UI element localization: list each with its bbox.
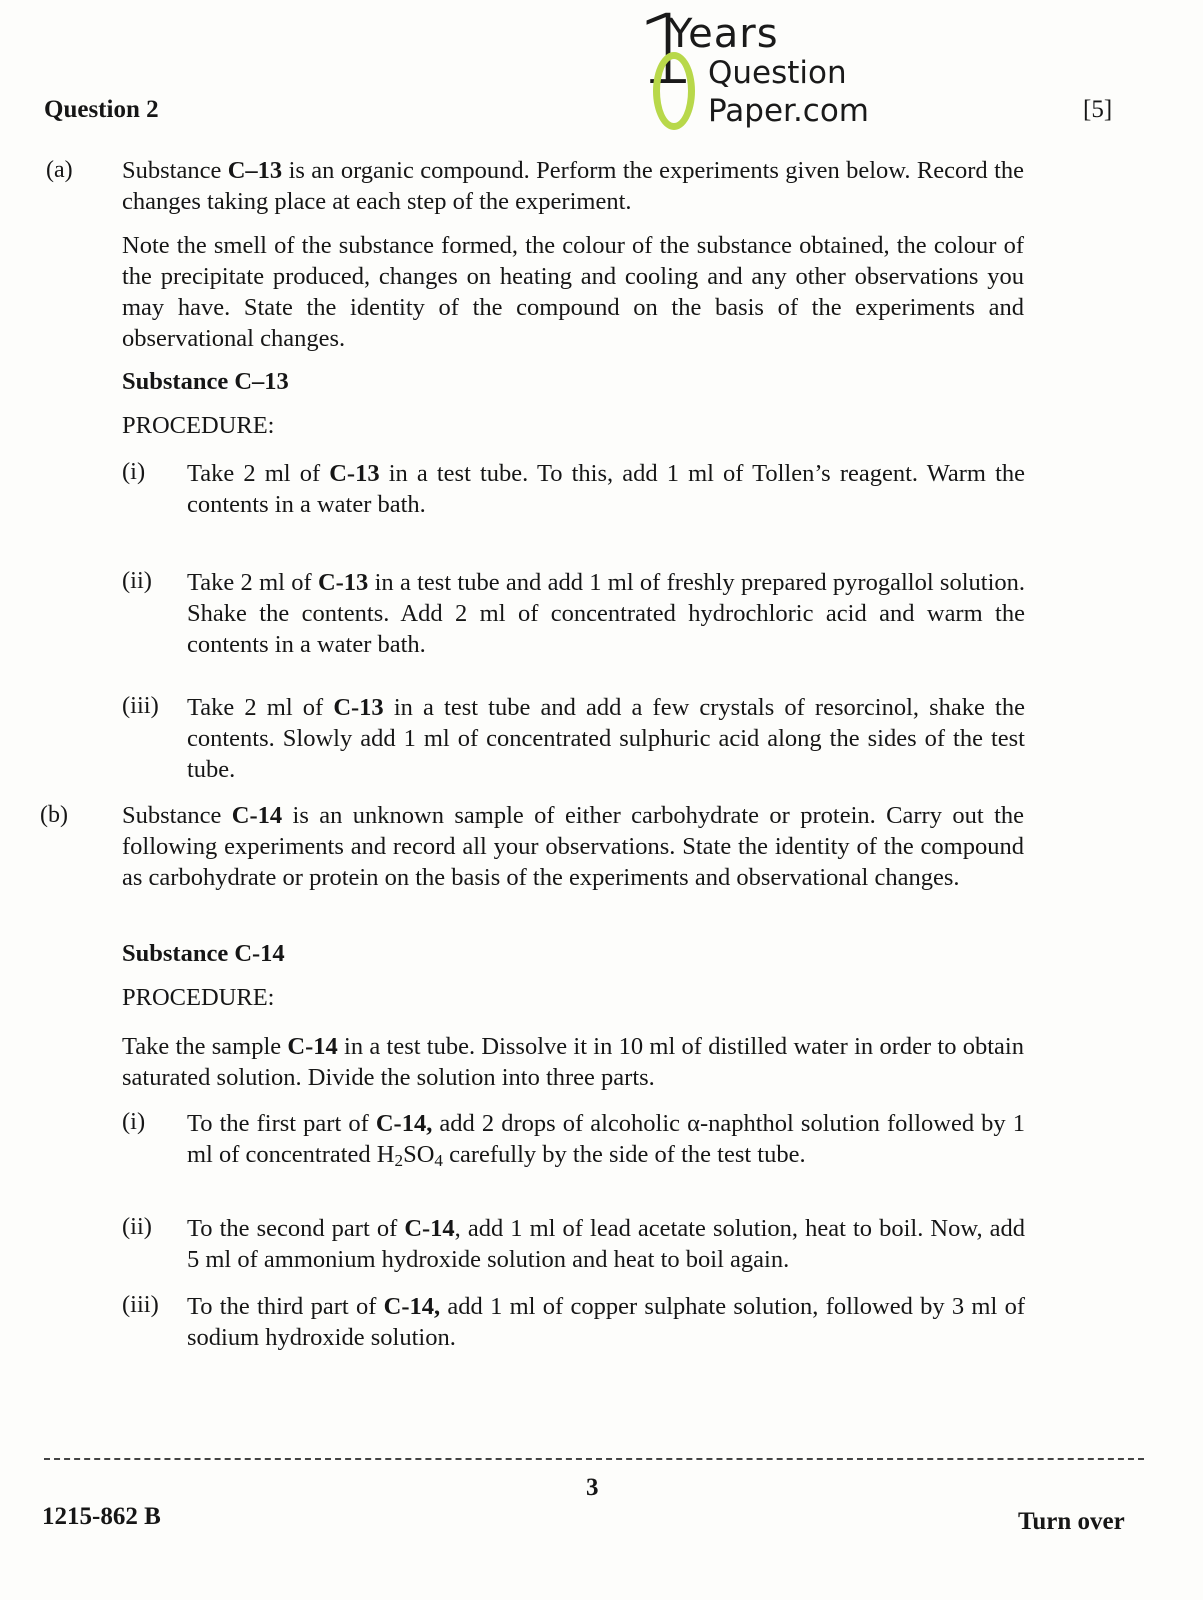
step-a-i-num: (i) <box>122 458 146 485</box>
procedure-label-b: PROCEDURE: <box>122 984 275 1011</box>
paper-code: 1215-862 B <box>42 1503 161 1530</box>
logo-years-text: Years <box>668 11 779 57</box>
page-number: 3 <box>586 1474 599 1501</box>
logo-digit-one: 1 <box>636 0 698 106</box>
step-b-iii-num: (iii) <box>122 1291 159 1318</box>
turn-over-label: Turn over <box>1018 1508 1125 1535</box>
logo-paper-text: Paper.com <box>708 93 870 129</box>
logo-question-text: Question <box>708 55 847 91</box>
step-b-ii-num: (ii) <box>122 1213 152 1240</box>
part-b-intro: Substance C-14 is an unknown sample of either carbohydrate or protein. Carry out the following experiments and record all your observations. State the identity of the compound as carbohydrate or protein on the basis of the experiments and observational changes. <box>122 802 1024 891</box>
part-b-take-sample: Take the sample C-14 in a test tube. Dissolve it in 10 ml of distilled water in order to obtain saturated solution. Divide the solution into three parts. <box>122 1033 1024 1091</box>
footer-divider <box>44 1458 1144 1460</box>
step-b-i-num: (i) <box>122 1108 146 1135</box>
step-b-i: To the first part of C-14, add 2 drops of alcoholic α-naphthol solution followed by 1 ml of concentrated $H_2SO_4$ carefully by the side of the test tube. <box>187 1110 1025 1170</box>
part-b-label: (b) <box>40 802 68 828</box>
step-a-ii: Take 2 ml of C-13 in a test tube and add 1 ml of freshly prepared pyrogallol solution. Shake the contents. Add 2 ml of concentrated hydrochloric acid and warm the contents in a water bath. <box>187 569 1026 658</box>
procedure-label-a: PROCEDURE: <box>122 412 275 439</box>
site-logo <box>636 0 886 140</box>
step-b-iii: To the third part of C-14, add 1 ml of copper sulphate solution, followed by 3 ml of sodium hydroxide solution. <box>187 1293 1025 1351</box>
step-a-i: Take 2 ml of C-13 in a test tube. To this, add 1 ml of Tollen’s reagent. Warm the contents in a water bath. <box>187 460 1025 518</box>
part-a-label: (a) <box>46 157 73 183</box>
marks-label: [5] <box>1083 96 1113 123</box>
question-title: Question 2 <box>44 96 159 123</box>
part-a-note: Note the smell of the substance formed, the colour of the substance obtained, the colour of the precipitate produced, changes on heating and cooling and any other observations you may have. State the identity of the compound on the basis of the experiments and observational changes. <box>122 232 1024 352</box>
logo-zero-ring-icon <box>653 52 695 130</box>
step-a-iii: Take 2 ml of C-13 in a test tube and add a few crystals of resorcinol, shake the contents. Slowly add 1 ml of concentrated sulphuric acid along the sides of the test tube. <box>187 694 1025 783</box>
step-b-ii: To the second part of C-14, add 1 ml of lead acetate solution, heat to boil. Now, add 5 ml of ammonium hydroxide solution and heat to boil again. <box>187 1215 1026 1273</box>
step-a-ii-num: (ii) <box>122 567 152 594</box>
step-a-iii-num: (iii) <box>122 692 159 719</box>
substance-c13-heading: Substance C–13 <box>122 368 289 395</box>
substance-c14-heading: Substance C-14 <box>122 940 285 967</box>
part-a-intro: Substance C–13 is an organic compound. Perform the experiments given below. Record the changes taking place at each step of the experiment. <box>122 157 1024 215</box>
